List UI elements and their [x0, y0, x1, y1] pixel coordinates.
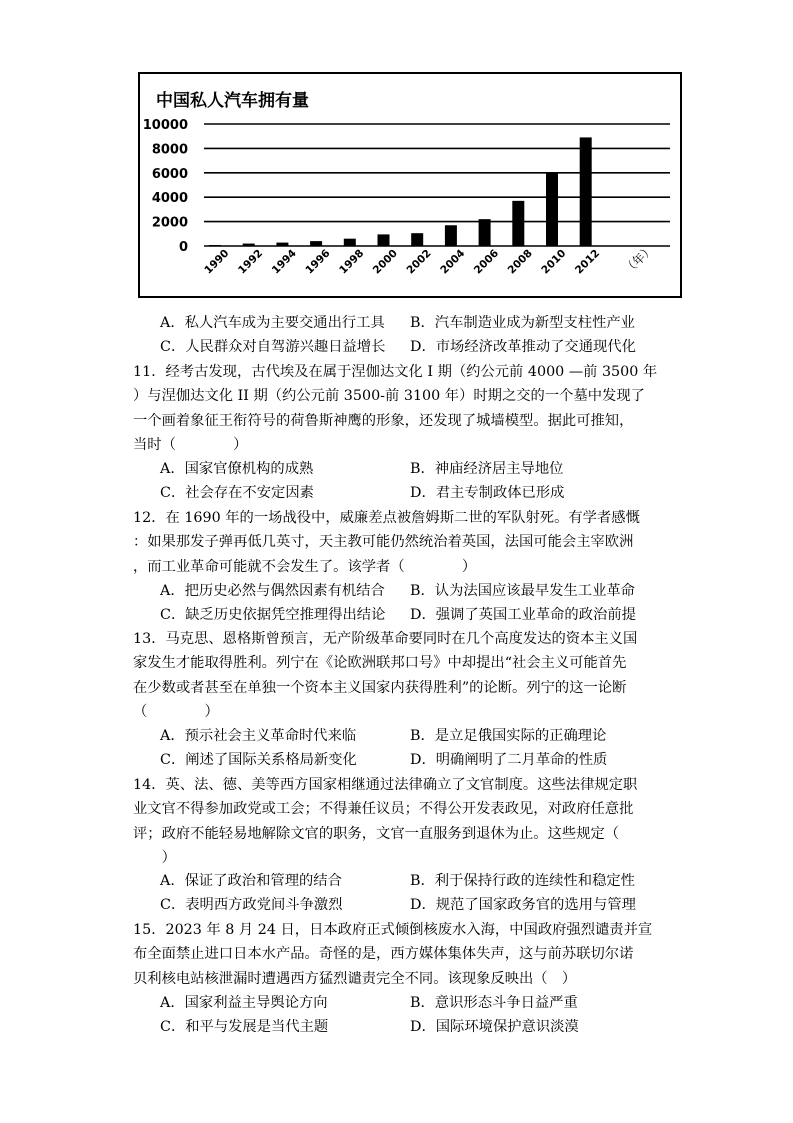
q15-stem-line: 15．2023 年 8 月 24 日，日本政府正式倾倒核废水入海，中国政府强烈谴责并宣: [133, 922, 653, 938]
chart-x-unit-label: （年）: [621, 241, 657, 278]
q13-option-a[interactable]: A．预示社会主义革命时代来临: [160, 728, 357, 744]
x-tick-label: 2004: [438, 247, 468, 277]
q14-options: [160, 869, 636, 918]
q13-option-b[interactable]: B．是立足俄国实际的正确理论: [410, 728, 607, 744]
q13-stem-line: （ ）: [133, 704, 219, 721]
bar-1990: [209, 245, 221, 246]
bar-2012: [580, 137, 592, 246]
bar-1994: [276, 243, 288, 246]
q13-stem-line: 家发生才能取得胜利。列宁在《论欧洲联邦口号》中却提出“社会主义可能首先: [133, 655, 627, 672]
q15-options: [160, 991, 579, 1040]
q11-stem-line: 11．经考古发现，古代埃及在属于涅伽达文化 I 期（约公元前 4000 —前 3500 年: [133, 364, 658, 380]
q12-options: [160, 579, 636, 628]
y-tick-label: 10000: [142, 118, 188, 133]
bar-2004: [445, 225, 457, 246]
x-tick-label: 2012: [573, 247, 603, 277]
bar-1992: [243, 244, 255, 246]
q12-stem-line: 12．在 1690 年的一场战役中，威廉差点被詹姆斯二世的军队射死。有学者感慨: [133, 510, 640, 526]
q14-stem-line: ）: [133, 850, 176, 867]
x-tick-label: 2006: [471, 247, 502, 277]
q12-stem-line: ，而工业革命可能就不会发生了。该学者（ ）: [133, 558, 477, 575]
q10-option-b[interactable]: B．汽车制造业成为新型支柱性产业: [410, 315, 635, 331]
q15-option-c[interactable]: C．和平与发展是当代主题: [160, 1019, 329, 1036]
q11-option-c[interactable]: C．社会存在不安定因素: [160, 485, 314, 502]
q13-stem-line: 13．马克思、恩格斯曾预言，无产阶级革命要同时在几个高度发达的资本主义国: [133, 631, 638, 647]
y-tick-label: 2000: [151, 215, 188, 231]
q10-options: [160, 311, 636, 360]
q15-stem-line: 贝利核电站核泄漏时遭遇西方猛烈谴责完全不同。该现象反映出（ ）: [133, 970, 577, 987]
question-11: [133, 360, 673, 458]
y-tick-label: 8000: [151, 142, 188, 158]
x-tick-label: 2002: [404, 247, 434, 277]
y-tick-label: 6000: [151, 166, 188, 182]
y-tick-label: 4000: [151, 191, 188, 207]
car-ownership-chart: [138, 72, 682, 298]
q11-stem-line: ）与涅伽达文化 II 期（约公元前 3500-前 3100 年）时期之交的一个墓中发现了: [133, 388, 645, 405]
q12-option-c[interactable]: C．缺乏历史依据凭空推理得出结论: [160, 607, 386, 624]
bar-2002: [411, 233, 423, 246]
question-14: [133, 773, 673, 871]
q14-stem-line: 业文官不得参加政党或工会；不得兼任议员；不得公开发表政见，对政府任意批: [133, 801, 634, 818]
q14-option-b[interactable]: B．利于保持行政的连续性和稳定性: [410, 873, 635, 889]
q13-stem-line: 在少数或者甚至在单独一个资本主义国家内获得胜利”的论断。列宁的这一论断: [133, 679, 627, 696]
chart-title: 中国私人汽车拥有量: [156, 91, 309, 111]
q12-stem-line: ：如果那发子弹再低几英寸，天主教可能仍然统治着英国，法国可能会主宰欧洲: [133, 534, 634, 551]
q11-option-b[interactable]: B．神庙经济居主导地位: [410, 461, 564, 477]
x-tick-label: 1990: [202, 247, 232, 277]
chart-gridlines: [204, 124, 670, 246]
bar-2010: [546, 173, 558, 246]
bar-2006: [479, 219, 491, 246]
q15-option-a[interactable]: A．国家利益主导舆论方向: [160, 995, 328, 1011]
q15-option-d[interactable]: D．国际环境保护意识淡漠: [410, 1019, 579, 1036]
y-tick-label: 0: [178, 240, 188, 255]
chart-canvas: [140, 74, 680, 296]
chart-y-ticks: [143, 118, 188, 255]
x-tick-label: 1994: [269, 247, 299, 277]
x-tick-label: 1996: [303, 247, 333, 277]
x-tick-label: 1998: [337, 247, 367, 277]
bar-2008: [512, 201, 524, 246]
bar-1996: [310, 241, 322, 246]
q14-stem-line: 评；政府不能轻易地解除文官的职务，文官一直服务到退休为止。这些规定（: [133, 825, 620, 842]
x-tick-label: 1992: [236, 247, 266, 277]
q10-option-a[interactable]: A．私人汽车成为主要交通出行工具: [160, 315, 385, 331]
q11-options: [160, 457, 564, 506]
x-tick-label: 2000: [370, 247, 400, 277]
chart-x-ticks: [202, 247, 602, 276]
q10-option-d[interactable]: D．市场经济改革推动了交通现代化: [410, 339, 636, 356]
q13-options: [160, 724, 607, 773]
q11-option-a[interactable]: A．国家官僚机构的成熟: [160, 461, 314, 477]
x-tick-label: 2008: [505, 247, 535, 277]
bar-1998: [344, 239, 356, 246]
q14-option-a[interactable]: A．保证了政治和管理的结合: [160, 873, 342, 889]
q12-option-a[interactable]: A．把历史必然与偶然因素有机结合: [160, 583, 385, 599]
x-tick-label: 2010: [539, 247, 569, 277]
question-12: [133, 506, 673, 579]
bar-2000: [378, 234, 390, 246]
q11-stem-line: 当时（ ）: [133, 437, 248, 454]
q15-option-b[interactable]: B．意识形态斗争日益严重: [410, 995, 578, 1011]
q13-option-c[interactable]: C．阐述了国际关系格局新变化: [160, 752, 357, 769]
q14-option-c[interactable]: C．表明西方政党间斗争激烈: [160, 897, 343, 914]
question-13: [133, 627, 673, 725]
q12-option-b[interactable]: B．认为法国应该最早发生工业革命: [410, 583, 635, 599]
q14-stem-line: 14．英、法、德、美等西方国家相继通过法律确立了文官制度。这些法律规定职: [133, 777, 638, 793]
q11-stem-line: 一个画着象征王衔符号的荷鲁斯神鹰的形象，还发现了城墙模型。据此可推知，: [133, 412, 634, 429]
q13-option-d[interactable]: D．明确阐明了二月革命的性质: [410, 752, 608, 769]
q15-stem-line: 布全面禁止进口日本水产品。奇怪的是，西方媒体集体失声，这与前苏联切尔诺: [133, 946, 634, 963]
q14-option-d[interactable]: D．规范了国家政务官的选用与管理: [410, 897, 636, 914]
q11-option-d[interactable]: D．君主专制政体已形成: [410, 485, 565, 502]
question-15: [133, 918, 673, 991]
q12-option-d[interactable]: D．强调了英国工业革命的政治前提: [410, 607, 636, 624]
q10-option-c[interactable]: C．人民群众对自驾游兴趣日益增长: [160, 339, 386, 356]
chart-bars: [209, 137, 592, 246]
